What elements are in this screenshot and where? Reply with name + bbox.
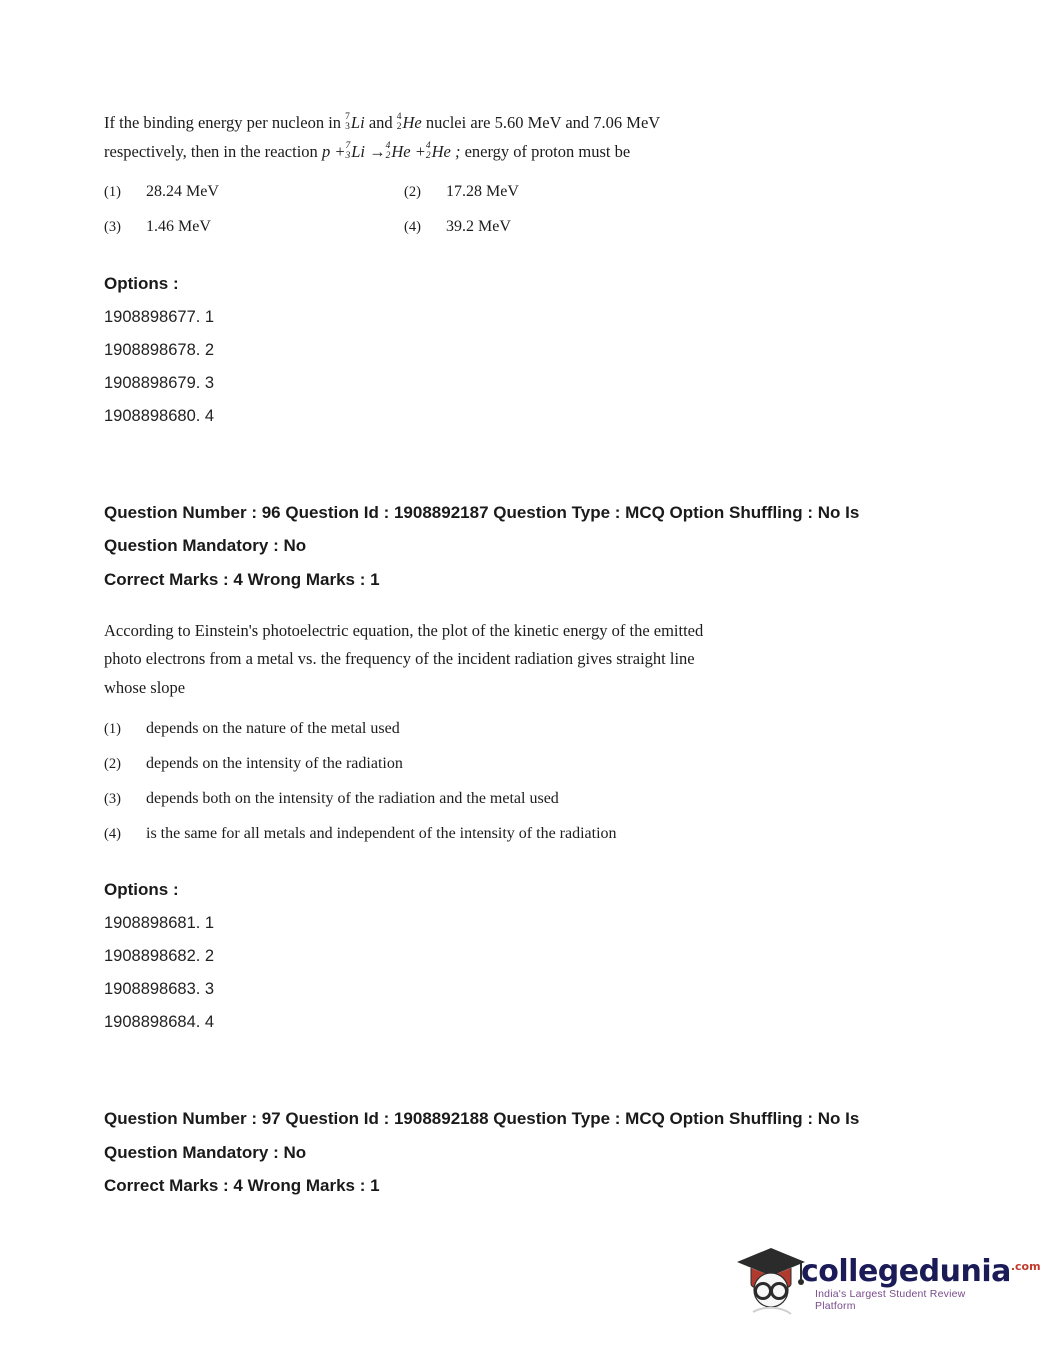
- logo-tagline: India's Largest Student Review Platform: [815, 1288, 966, 1312]
- li-superscript-subscript: 7 3: [345, 112, 350, 133]
- option-text: 28.24 MeV: [146, 183, 219, 201]
- option-text: 1.46 MeV: [146, 218, 211, 236]
- collegedunia-watermark: [729, 1236, 1041, 1328]
- option-item: [104, 214, 404, 240]
- reaction-equation: p + 7 3 Li → 4 2 He + 4 2 He ;: [321, 140, 461, 161]
- option-item: [404, 214, 719, 240]
- option-number: (3): [104, 790, 121, 807]
- li-symbol: Li: [350, 113, 365, 132]
- question-96-stem-line-3: whose slope: [104, 678, 186, 698]
- option-number: (2): [404, 184, 421, 201]
- question-96-option-id: 1908898682. 2: [104, 947, 215, 966]
- logo-wordmark: [801, 1254, 1041, 1289]
- question-95-stem-line-2: [104, 139, 719, 166]
- option-text: is the same for all metals and independent of the intensity of the radiation: [146, 824, 617, 842]
- question-96-meta: [104, 496, 897, 595]
- meta-spacer: [104, 596, 897, 618]
- logo-suffix: .com: [1010, 1260, 1041, 1273]
- question-97-meta-line-1: Question Number : 97 Question Id : 1908892188 Question Type : MCQ Option Shuffling : No Is: [104, 1109, 860, 1129]
- option-number: (4): [404, 219, 421, 236]
- option-item: [104, 716, 704, 742]
- he-superscript-subscript: 4 2: [396, 112, 402, 133]
- question-96-options: [104, 716, 704, 847]
- question-95-option-id: 1908898680. 4: [104, 407, 215, 426]
- question-95-option-id: 1908898677. 1: [104, 308, 215, 327]
- stem-text-c: nuclei are 5.60 MeV and 7.06 MeV: [421, 113, 661, 132]
- option-number: (1): [104, 184, 121, 201]
- option-number: (3): [104, 219, 121, 236]
- option-item: [104, 821, 704, 847]
- question-96-option-id: 1908898684. 4: [104, 1013, 215, 1032]
- question-97-meta: [104, 1102, 897, 1201]
- option-number: (4): [104, 825, 121, 842]
- option-text: 39.2 MeV: [446, 218, 511, 236]
- question-96-meta-line-3: Correct Marks : 4 Wrong Marks : 1: [104, 569, 380, 589]
- option-text: 17.28 MeV: [446, 183, 519, 201]
- question-96-stem-line-2: photo electrons from a metal vs. the frequency of the incident radiation gives straight line: [104, 649, 695, 669]
- question-95-option-id: 1908898679. 3: [104, 374, 215, 393]
- stem-text-d: respectively, then in the reaction: [104, 141, 322, 161]
- option-number: (2): [104, 755, 121, 772]
- stem-text-e: energy of proton must be: [460, 141, 631, 161]
- he-symbol: He: [402, 113, 422, 132]
- question-96-meta-line-2: Question Mandatory : No: [104, 536, 307, 556]
- stem-text-a: If the binding energy per nucleon in: [104, 113, 346, 132]
- question-95-stem-line-1: [104, 110, 719, 137]
- question-95-options-label: Options :: [104, 274, 179, 294]
- section-spacer: [104, 1046, 897, 1102]
- question-96-option-id: 1908898683. 3: [104, 980, 215, 999]
- question-96-stem-line-1: According to Einstein's photoelectric equation, the plot of the kinetic energy of the emitted: [104, 620, 704, 640]
- option-text: depends both on the intensity of the radiation and the metal used: [146, 789, 559, 807]
- option-text: depends on the intensity of the radiation: [146, 754, 403, 772]
- option-item: [404, 179, 719, 205]
- option-item: [104, 786, 704, 812]
- option-number: (1): [104, 720, 121, 737]
- option-text: depends on the nature of the metal used: [146, 719, 400, 737]
- logo-wrap: [729, 1236, 1041, 1328]
- question-95-stem: [104, 110, 719, 240]
- question-96-options-label: Options :: [104, 880, 179, 900]
- question-96-meta-line-1: Question Number : 96 Question Id : 1908892187 Question Type : MCQ Option Shuffling : No Is: [104, 503, 860, 523]
- question-95-options: [104, 179, 719, 240]
- question-96-option-id: 1908898681. 1: [104, 914, 215, 933]
- option-item: [104, 179, 404, 205]
- question-95-option-id: 1908898678. 2: [104, 341, 215, 360]
- question-96-stem: [104, 618, 704, 847]
- stem-text-b: and: [364, 113, 397, 132]
- logo-name: collegedunia: [801, 1254, 1011, 1289]
- option-item: [104, 751, 704, 777]
- section-spacer: [104, 440, 897, 496]
- question-97-meta-line-2: Question Mandatory : No: [104, 1142, 307, 1162]
- question-97-meta-line-3: Correct Marks : 4 Wrong Marks : 1: [104, 1175, 380, 1195]
